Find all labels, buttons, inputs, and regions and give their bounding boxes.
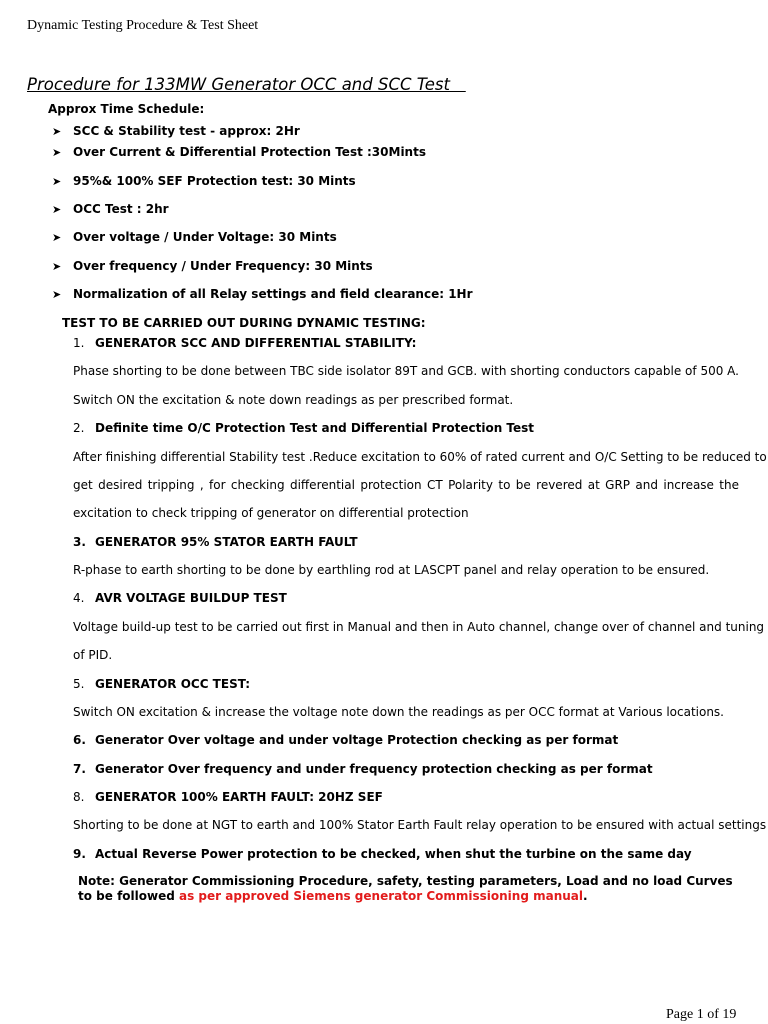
arrow-bullet-icon: ➤ [52, 260, 62, 273]
list-item: ➤ Over frequency / Under Frequency: 30 Mints [52, 259, 373, 273]
section-heading: 9. Actual Reverse Power protection to be checked, when shut the turbine on the same day [73, 847, 692, 861]
page-header: Dynamic Testing Procedure & Test Sheet [27, 18, 259, 33]
section-heading: 7. Generator Over frequency and under frequency protection checking as per format [73, 762, 653, 776]
paragraph-line: excitation to check tripping of generator on differential protection [73, 506, 469, 520]
paragraph-line: Shorting to be done at NGT to earth and 100% Stator Earth Fault relay operation to be ensured with actual settings [73, 818, 767, 832]
arrow-bullet-icon: ➤ [52, 203, 62, 216]
page-number: Page 1 of 19 [666, 1007, 737, 1022]
section-heading: 8. GENERATOR 100% EARTH FAULT: 20HZ SEF [73, 790, 383, 804]
arrow-bullet-icon: ➤ [52, 288, 62, 301]
list-item: ➤ Over Current & Differential Protection Test :30Mints [52, 145, 426, 159]
list-item: ➤ Normalization of all Relay settings and field clearance: 1Hr [52, 287, 473, 301]
document-title-text: Procedure for 133MW Generator OCC and SCC Test [27, 75, 450, 94]
schedule-heading: Approx Time Schedule: [48, 102, 205, 116]
arrow-bullet-icon: ➤ [52, 231, 62, 244]
manual-reference: as per approved Siemens generator Commissioning manual [179, 889, 583, 903]
list-item: ➤ Over voltage / Under Voltage: 30 Mints [52, 230, 337, 244]
arrow-bullet-icon: ➤ [52, 125, 62, 138]
paragraph-line: Switch ON excitation & increase the voltage note down the readings as per OCC format at Various locations. [73, 705, 724, 719]
arrow-bullet-icon: ➤ [52, 146, 62, 159]
section-heading: 5. GENERATOR OCC TEST: [73, 677, 251, 691]
list-item: ➤ 95%& 100% SEF Protection test: 30 Mints [52, 174, 356, 188]
paragraph-line: get desired tripping , for checking differential protection CT Polarity to be revered at GRP and increase the [73, 478, 739, 492]
tests-heading: TEST TO BE CARRIED OUT DURING DYNAMIC TESTING: [62, 316, 426, 330]
paragraph-line: Phase shorting to be done between TBC side isolator 89T and GCB. with shorting conductors capable of 500 A. [73, 364, 739, 378]
commissioning-note: Note: Generator Commissioning Procedure, safety, testing parameters, Load and no load Curves to be followed as per approved Siemens generator Commissioning manual. [78, 874, 733, 903]
paragraph-line: Voltage build-up test to be carried out first in Manual and then in Auto channel, change over of channel and tuning [73, 620, 765, 634]
section-heading: 6. Generator Over voltage and under voltage Protection checking as per format [73, 733, 619, 747]
section-heading: 1. GENERATOR SCC AND DIFFERENTIAL STABILITY: [73, 336, 417, 350]
arrow-bullet-icon: ➤ [52, 175, 62, 188]
section-heading: 4. AVR VOLTAGE BUILDUP TEST [73, 591, 287, 605]
paragraph-line: Switch ON the excitation & note down readings as per prescribed format. [73, 393, 514, 407]
paragraph-line: of PID. [73, 648, 113, 662]
section-heading: 2. Definite time O/C Protection Test and Differential Protection Test [73, 421, 535, 435]
document-title [27, 75, 466, 94]
list-item: ➤ SCC & Stability test - approx: 2Hr [52, 124, 300, 138]
list-item: ➤ OCC Test : 2hr [52, 202, 169, 216]
section-heading: 3. GENERATOR 95% STATOR EARTH FAULT [73, 535, 358, 549]
paragraph-line: After finishing differential Stability test .Reduce excitation to 60% of rated current and O/C Setting to be reduced to [73, 450, 767, 464]
paragraph-line: R-phase to earth shorting to be done by earthling rod at LASCPT panel and relay operation to be ensured. [73, 563, 710, 577]
